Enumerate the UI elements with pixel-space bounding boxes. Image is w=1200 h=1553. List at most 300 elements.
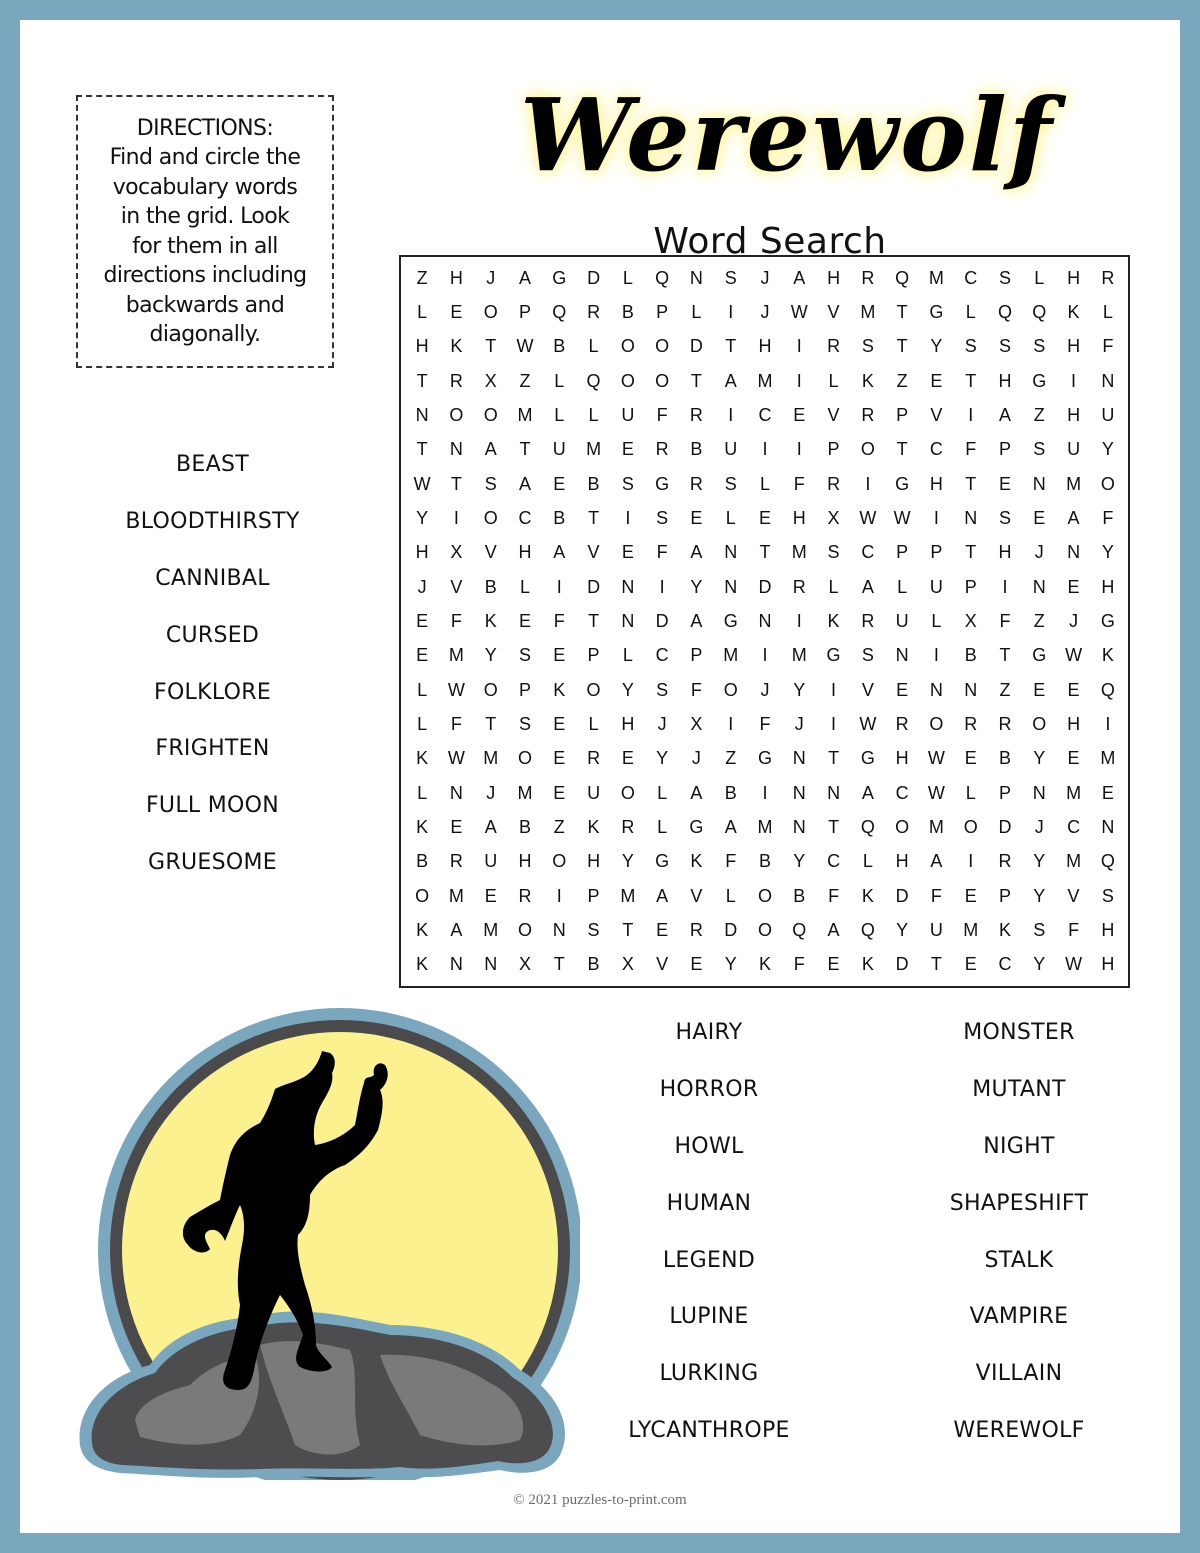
grid-cell[interactable]: M xyxy=(928,267,944,288)
grid-cell[interactable]: M xyxy=(586,439,602,460)
grid-cell[interactable]: Q xyxy=(1100,851,1115,872)
grid-cell[interactable]: K xyxy=(484,610,497,631)
grid-cell[interactable]: N xyxy=(792,816,806,837)
grid-cell[interactable]: E xyxy=(621,439,634,460)
grid-cell[interactable]: D xyxy=(998,816,1012,837)
grid-cell[interactable]: R xyxy=(518,885,532,906)
grid-cell[interactable]: U xyxy=(929,919,943,940)
grid-cell[interactable]: N xyxy=(758,610,772,631)
grid-cell[interactable]: W xyxy=(893,507,911,528)
grid-cell[interactable]: E xyxy=(621,542,634,563)
grid-cell[interactable]: R xyxy=(621,816,635,837)
grid-cell[interactable]: L xyxy=(519,576,530,597)
grid-cell[interactable]: G xyxy=(929,301,944,322)
grid-cell[interactable]: I xyxy=(556,576,562,597)
grid-cell[interactable]: S xyxy=(518,645,531,666)
grid-cell[interactable]: I xyxy=(796,370,802,391)
grid-cell[interactable]: S xyxy=(827,542,840,563)
grid-cell[interactable]: N xyxy=(484,954,498,975)
grid-cell[interactable]: Y xyxy=(1033,885,1046,906)
grid-cell[interactable]: O xyxy=(860,439,875,460)
grid-cell[interactable]: S xyxy=(656,507,669,528)
grid-cell[interactable]: G xyxy=(1100,610,1115,631)
grid-cell[interactable]: A xyxy=(724,370,737,391)
grid-cell[interactable]: Y xyxy=(1033,954,1046,975)
grid-cell[interactable]: E xyxy=(1033,507,1046,528)
grid-cell[interactable]: D xyxy=(724,919,738,940)
grid-cell[interactable]: L xyxy=(622,267,633,288)
grid-cell[interactable]: L xyxy=(828,576,839,597)
grid-cell[interactable]: D xyxy=(587,267,601,288)
grid-cell[interactable]: T xyxy=(896,301,908,322)
grid-cell[interactable]: T xyxy=(759,542,771,563)
grid-cell[interactable]: R xyxy=(827,336,841,357)
grid-cell[interactable]: E xyxy=(621,748,634,769)
grid-cell[interactable]: M xyxy=(483,919,499,940)
grid-cell[interactable]: L xyxy=(965,782,976,803)
grid-cell[interactable]: J xyxy=(1069,610,1079,631)
grid-cell[interactable]: J xyxy=(657,713,667,734)
grid-cell[interactable]: G xyxy=(860,748,875,769)
grid-cell[interactable]: R xyxy=(449,370,463,391)
grid-cell[interactable]: P xyxy=(690,645,703,666)
grid-cell[interactable]: E xyxy=(1067,679,1080,700)
grid-cell[interactable]: R xyxy=(689,919,703,940)
grid-cell[interactable]: A xyxy=(656,885,669,906)
grid-cell[interactable]: A xyxy=(827,919,840,940)
grid-cell[interactable]: I xyxy=(762,782,768,803)
grid-cell[interactable]: M xyxy=(1066,782,1082,803)
grid-cell[interactable]: L xyxy=(725,885,736,906)
grid-cell[interactable]: I xyxy=(1002,576,1008,597)
grid-cell[interactable]: P xyxy=(518,679,531,700)
grid-cell[interactable]: T xyxy=(485,336,497,357)
grid-cell[interactable]: Y xyxy=(621,851,634,872)
grid-cell[interactable]: P xyxy=(827,439,840,460)
grid-cell[interactable]: K xyxy=(861,954,874,975)
grid-cell[interactable]: I xyxy=(728,404,734,425)
grid-cell[interactable]: Z xyxy=(553,816,565,837)
grid-cell[interactable]: Y xyxy=(793,851,806,872)
grid-cell[interactable]: T xyxy=(450,473,462,494)
grid-cell[interactable]: M xyxy=(517,782,533,803)
grid-cell[interactable]: M xyxy=(757,370,773,391)
grid-cell[interactable]: E xyxy=(964,748,977,769)
grid-cell[interactable]: I xyxy=(762,439,768,460)
grid-cell[interactable]: A xyxy=(450,919,463,940)
grid-cell[interactable]: U xyxy=(895,610,909,631)
grid-cell[interactable]: W xyxy=(413,473,431,494)
grid-cell[interactable]: Z xyxy=(896,370,908,391)
grid-cell[interactable]: N xyxy=(1101,816,1115,837)
grid-cell[interactable]: X xyxy=(827,507,840,528)
grid-cell[interactable]: R xyxy=(861,610,875,631)
grid-cell[interactable]: S xyxy=(861,645,874,666)
grid-cell[interactable]: N xyxy=(552,919,566,940)
grid-cell[interactable]: B xyxy=(724,782,737,803)
grid-cell[interactable]: J xyxy=(486,782,496,803)
grid-cell[interactable]: E xyxy=(1033,679,1046,700)
grid-cell[interactable]: I xyxy=(968,404,974,425)
grid-cell[interactable]: E xyxy=(553,782,566,803)
grid-cell[interactable]: E xyxy=(450,816,463,837)
grid-cell[interactable]: J xyxy=(691,748,701,769)
grid-cell[interactable]: K xyxy=(587,816,600,837)
grid-cell[interactable]: V xyxy=(587,542,600,563)
grid-cell[interactable]: O xyxy=(620,370,635,391)
grid-cell[interactable]: D xyxy=(895,954,909,975)
grid-cell[interactable]: L xyxy=(862,851,873,872)
grid-cell[interactable]: N xyxy=(449,782,463,803)
grid-cell[interactable]: H xyxy=(1101,954,1115,975)
grid-cell[interactable]: R xyxy=(792,576,806,597)
grid-cell[interactable]: Y xyxy=(1033,851,1046,872)
grid-cell[interactable]: B xyxy=(793,885,806,906)
grid-cell[interactable]: N xyxy=(929,679,943,700)
grid-cell[interactable]: M xyxy=(620,885,636,906)
grid-cell[interactable]: H xyxy=(449,267,463,288)
grid-cell[interactable]: J xyxy=(760,267,770,288)
grid-cell[interactable]: U xyxy=(1067,439,1081,460)
grid-cell[interactable]: N xyxy=(792,748,806,769)
grid-cell[interactable]: T xyxy=(416,370,428,391)
grid-cell[interactable]: X xyxy=(484,370,497,391)
grid-cell[interactable]: I xyxy=(659,576,665,597)
grid-cell[interactable]: L xyxy=(759,473,770,494)
grid-cell[interactable]: E xyxy=(930,370,943,391)
grid-cell[interactable]: Z xyxy=(519,370,531,391)
grid-cell[interactable]: O xyxy=(483,301,498,322)
grid-cell[interactable]: F xyxy=(759,713,771,734)
grid-cell[interactable]: L xyxy=(725,507,736,528)
grid-cell[interactable]: E xyxy=(690,507,703,528)
grid-cell[interactable]: K xyxy=(416,816,429,837)
grid-cell[interactable]: E xyxy=(1101,782,1114,803)
grid-cell[interactable]: T xyxy=(896,439,908,460)
grid-cell[interactable]: F xyxy=(793,473,805,494)
grid-cell[interactable]: T xyxy=(519,439,531,460)
grid-cell[interactable]: N xyxy=(1101,370,1115,391)
grid-cell[interactable]: I xyxy=(865,473,871,494)
grid-cell[interactable]: C xyxy=(827,851,841,872)
grid-cell[interactable]: M xyxy=(448,645,464,666)
grid-cell[interactable]: Z xyxy=(1033,404,1045,425)
grid-cell[interactable]: B xyxy=(484,576,497,597)
grid-cell[interactable]: A xyxy=(518,473,531,494)
grid-cell[interactable]: F xyxy=(828,885,840,906)
grid-cell[interactable]: O xyxy=(1032,713,1047,734)
grid-cell[interactable]: S xyxy=(587,919,600,940)
grid-cell[interactable]: M xyxy=(1100,748,1116,769)
grid-cell[interactable]: H xyxy=(1101,576,1115,597)
grid-cell[interactable]: H xyxy=(518,851,532,872)
grid-cell[interactable]: Y xyxy=(793,679,806,700)
grid-cell[interactable]: A xyxy=(1067,507,1080,528)
grid-cell[interactable]: C xyxy=(895,782,909,803)
grid-cell[interactable]: A xyxy=(484,816,497,837)
grid-cell[interactable]: F xyxy=(656,542,668,563)
grid-cell[interactable]: T xyxy=(965,370,977,391)
grid-cell[interactable]: Q xyxy=(552,301,567,322)
grid-cell[interactable]: P xyxy=(998,782,1011,803)
grid-cell[interactable]: R xyxy=(861,267,875,288)
grid-cell[interactable]: N xyxy=(689,267,703,288)
grid-cell[interactable]: W xyxy=(927,782,945,803)
grid-cell[interactable]: E xyxy=(416,610,429,631)
grid-cell[interactable]: B xyxy=(553,507,566,528)
grid-cell[interactable]: G xyxy=(826,645,841,666)
grid-cell[interactable]: I xyxy=(968,851,974,872)
grid-cell[interactable]: N xyxy=(449,439,463,460)
grid-cell[interactable]: S xyxy=(484,473,497,494)
grid-cell[interactable]: Q xyxy=(1032,301,1047,322)
grid-cell[interactable]: H xyxy=(827,267,841,288)
grid-cell[interactable]: P xyxy=(587,885,600,906)
grid-cell[interactable]: T xyxy=(553,954,565,975)
grid-cell[interactable]: L xyxy=(657,816,668,837)
grid-cell[interactable]: T xyxy=(485,713,497,734)
grid-cell[interactable]: E xyxy=(1067,748,1080,769)
grid-cell[interactable]: P xyxy=(930,542,943,563)
grid-cell[interactable]: D xyxy=(895,885,909,906)
grid-cell[interactable]: W xyxy=(790,301,808,322)
grid-cell[interactable]: K xyxy=(861,370,874,391)
grid-cell[interactable]: A xyxy=(690,542,703,563)
grid-cell[interactable]: J xyxy=(486,267,496,288)
grid-cell[interactable]: B xyxy=(587,954,600,975)
grid-cell[interactable]: K xyxy=(690,851,703,872)
grid-cell[interactable]: U xyxy=(1101,404,1115,425)
grid-cell[interactable]: E xyxy=(484,885,497,906)
grid-cell[interactable]: R xyxy=(998,713,1012,734)
grid-cell[interactable]: B xyxy=(998,748,1011,769)
grid-cell[interactable]: H xyxy=(621,713,635,734)
grid-cell[interactable]: H xyxy=(895,748,909,769)
grid-cell[interactable]: Y xyxy=(930,336,943,357)
grid-cell[interactable]: A xyxy=(930,851,943,872)
grid-cell[interactable]: H xyxy=(1101,919,1115,940)
grid-cell[interactable]: E xyxy=(998,473,1011,494)
grid-cell[interactable]: F xyxy=(930,885,942,906)
grid-cell[interactable]: L xyxy=(931,610,942,631)
grid-cell[interactable]: Y xyxy=(1101,439,1114,460)
grid-cell[interactable]: M xyxy=(757,816,773,837)
grid-cell[interactable]: E xyxy=(690,954,703,975)
grid-cell[interactable]: H xyxy=(415,336,429,357)
grid-cell[interactable]: I xyxy=(728,301,734,322)
grid-cell[interactable]: S xyxy=(998,267,1011,288)
grid-cell[interactable]: O xyxy=(483,507,498,528)
grid-cell[interactable]: C xyxy=(861,542,875,563)
grid-cell[interactable]: I xyxy=(796,439,802,460)
grid-cell[interactable]: Y xyxy=(724,954,737,975)
grid-cell[interactable]: R xyxy=(587,748,601,769)
grid-cell[interactable]: L xyxy=(828,370,839,391)
grid-cell[interactable]: Q xyxy=(586,370,601,391)
grid-cell[interactable]: P xyxy=(587,645,600,666)
grid-cell[interactable]: L xyxy=(417,301,428,322)
grid-cell[interactable]: S xyxy=(1033,919,1046,940)
grid-cell[interactable]: G xyxy=(552,267,567,288)
grid-cell[interactable]: M xyxy=(860,301,876,322)
grid-cell[interactable]: O xyxy=(620,782,635,803)
grid-cell[interactable]: L xyxy=(657,782,668,803)
grid-cell[interactable]: I xyxy=(1105,713,1111,734)
grid-cell[interactable]: W xyxy=(447,748,465,769)
grid-cell[interactable]: B xyxy=(553,336,566,357)
grid-cell[interactable]: H xyxy=(895,851,909,872)
grid-cell[interactable]: Y xyxy=(656,748,669,769)
grid-cell[interactable]: A xyxy=(998,404,1011,425)
grid-cell[interactable]: N xyxy=(792,782,806,803)
grid-cell[interactable]: S xyxy=(656,679,669,700)
grid-cell[interactable]: I xyxy=(831,713,837,734)
grid-cell[interactable]: I xyxy=(762,645,768,666)
grid-cell[interactable]: I xyxy=(453,507,459,528)
grid-cell[interactable]: I xyxy=(933,645,939,666)
grid-cell[interactable]: E xyxy=(758,507,771,528)
grid-cell[interactable]: C xyxy=(518,507,532,528)
grid-cell[interactable]: V xyxy=(930,404,943,425)
grid-cell[interactable]: Q xyxy=(997,301,1012,322)
grid-cell[interactable]: F xyxy=(690,679,702,700)
grid-cell[interactable]: V xyxy=(861,679,874,700)
grid-cell[interactable]: D xyxy=(689,336,703,357)
grid-cell[interactable]: T xyxy=(828,816,840,837)
grid-cell[interactable]: K xyxy=(998,919,1011,940)
grid-cell[interactable]: K xyxy=(416,919,429,940)
grid-cell[interactable]: F xyxy=(553,610,565,631)
grid-cell[interactable]: S xyxy=(621,473,634,494)
grid-cell[interactable]: O xyxy=(963,816,978,837)
grid-cell[interactable]: L xyxy=(417,782,428,803)
grid-cell[interactable]: F xyxy=(656,404,668,425)
grid-cell[interactable]: D xyxy=(655,610,669,631)
grid-cell[interactable]: T xyxy=(588,507,600,528)
grid-cell[interactable]: Y xyxy=(484,645,497,666)
grid-cell[interactable]: B xyxy=(690,439,703,460)
grid-cell[interactable]: Y xyxy=(1101,542,1114,563)
grid-cell[interactable]: Y xyxy=(1033,748,1046,769)
grid-cell[interactable]: B xyxy=(416,851,429,872)
grid-cell[interactable]: Z xyxy=(725,748,737,769)
grid-cell[interactable]: O xyxy=(517,748,532,769)
grid-cell[interactable]: P xyxy=(998,885,1011,906)
grid-cell[interactable]: R xyxy=(449,851,463,872)
grid-cell[interactable]: M xyxy=(723,645,739,666)
grid-cell[interactable]: O xyxy=(620,336,635,357)
grid-cell[interactable]: V xyxy=(827,404,840,425)
grid-cell[interactable]: K xyxy=(1067,301,1080,322)
grid-cell[interactable]: L xyxy=(897,576,908,597)
grid-cell[interactable]: H xyxy=(998,370,1012,391)
grid-cell[interactable]: F xyxy=(793,954,805,975)
grid-cell[interactable]: W xyxy=(1065,645,1083,666)
grid-cell[interactable]: A xyxy=(484,439,497,460)
grid-cell[interactable]: E xyxy=(656,919,669,940)
grid-cell[interactable]: O xyxy=(723,679,738,700)
grid-cell[interactable]: U xyxy=(587,782,601,803)
grid-cell[interactable]: T xyxy=(622,919,634,940)
grid-cell[interactable]: N xyxy=(621,576,635,597)
grid-cell[interactable]: W xyxy=(859,713,877,734)
grid-cell[interactable]: N xyxy=(964,507,978,528)
grid-cell[interactable]: V xyxy=(1067,885,1080,906)
grid-cell[interactable]: G xyxy=(655,851,670,872)
grid-cell[interactable]: S xyxy=(724,267,737,288)
grid-cell[interactable]: H xyxy=(1067,404,1081,425)
grid-cell[interactable]: R xyxy=(689,473,703,494)
grid-cell[interactable]: P xyxy=(518,301,531,322)
grid-cell[interactable]: E xyxy=(518,610,531,631)
grid-cell[interactable]: N xyxy=(1032,782,1046,803)
grid-cell[interactable]: W xyxy=(859,507,877,528)
grid-cell[interactable]: W xyxy=(1065,954,1083,975)
grid-cell[interactable]: R xyxy=(655,439,669,460)
grid-cell[interactable]: W xyxy=(927,748,945,769)
grid-cell[interactable]: I xyxy=(625,507,631,528)
grid-cell[interactable]: L xyxy=(691,301,702,322)
grid-cell[interactable]: L xyxy=(622,645,633,666)
grid-cell[interactable]: L xyxy=(588,336,599,357)
grid-cell[interactable]: U xyxy=(621,404,635,425)
grid-cell[interactable]: K xyxy=(553,679,566,700)
grid-cell[interactable]: G xyxy=(1032,645,1047,666)
grid-cell[interactable]: A xyxy=(553,542,566,563)
grid-cell[interactable]: T xyxy=(930,954,942,975)
grid-cell[interactable]: L xyxy=(417,679,428,700)
grid-cell[interactable]: C xyxy=(964,267,978,288)
grid-cell[interactable]: R xyxy=(964,713,978,734)
grid-cell[interactable]: L xyxy=(588,713,599,734)
grid-cell[interactable]: O xyxy=(655,336,670,357)
grid-cell[interactable]: O xyxy=(483,679,498,700)
grid-cell[interactable]: N xyxy=(964,679,978,700)
grid-cell[interactable]: F xyxy=(1068,919,1080,940)
grid-cell[interactable]: R xyxy=(861,404,875,425)
grid-cell[interactable]: N xyxy=(895,645,909,666)
grid-cell[interactable]: K xyxy=(416,954,429,975)
grid-cell[interactable]: H xyxy=(1067,713,1081,734)
grid-cell[interactable]: O xyxy=(415,885,430,906)
grid-cell[interactable]: I xyxy=(728,713,734,734)
grid-cell[interactable]: A xyxy=(690,782,703,803)
grid-cell[interactable]: I xyxy=(933,507,939,528)
grid-cell[interactable]: O xyxy=(757,919,772,940)
grid-cell[interactable]: R xyxy=(998,851,1012,872)
grid-cell[interactable]: C xyxy=(998,954,1012,975)
grid-cell[interactable]: U xyxy=(552,439,566,460)
grid-cell[interactable]: O xyxy=(757,885,772,906)
grid-cell[interactable]: B xyxy=(587,473,600,494)
grid-cell[interactable]: A xyxy=(793,267,806,288)
grid-cell[interactable]: N xyxy=(415,404,429,425)
grid-cell[interactable]: F xyxy=(725,851,737,872)
grid-cell[interactable]: L xyxy=(554,370,565,391)
grid-cell[interactable]: Y xyxy=(416,507,429,528)
grid-cell[interactable]: Q xyxy=(895,267,910,288)
grid-cell[interactable]: Q xyxy=(655,267,670,288)
grid-cell[interactable]: X xyxy=(518,954,531,975)
grid-cell[interactable]: E xyxy=(1067,576,1080,597)
grid-cell[interactable]: T xyxy=(965,473,977,494)
grid-cell[interactable]: J xyxy=(760,679,770,700)
grid-cell[interactable]: B xyxy=(964,645,977,666)
grid-cell[interactable]: M xyxy=(517,404,533,425)
grid-cell[interactable]: T xyxy=(725,336,737,357)
grid-cell[interactable]: K xyxy=(416,748,429,769)
grid-cell[interactable]: L xyxy=(554,404,565,425)
